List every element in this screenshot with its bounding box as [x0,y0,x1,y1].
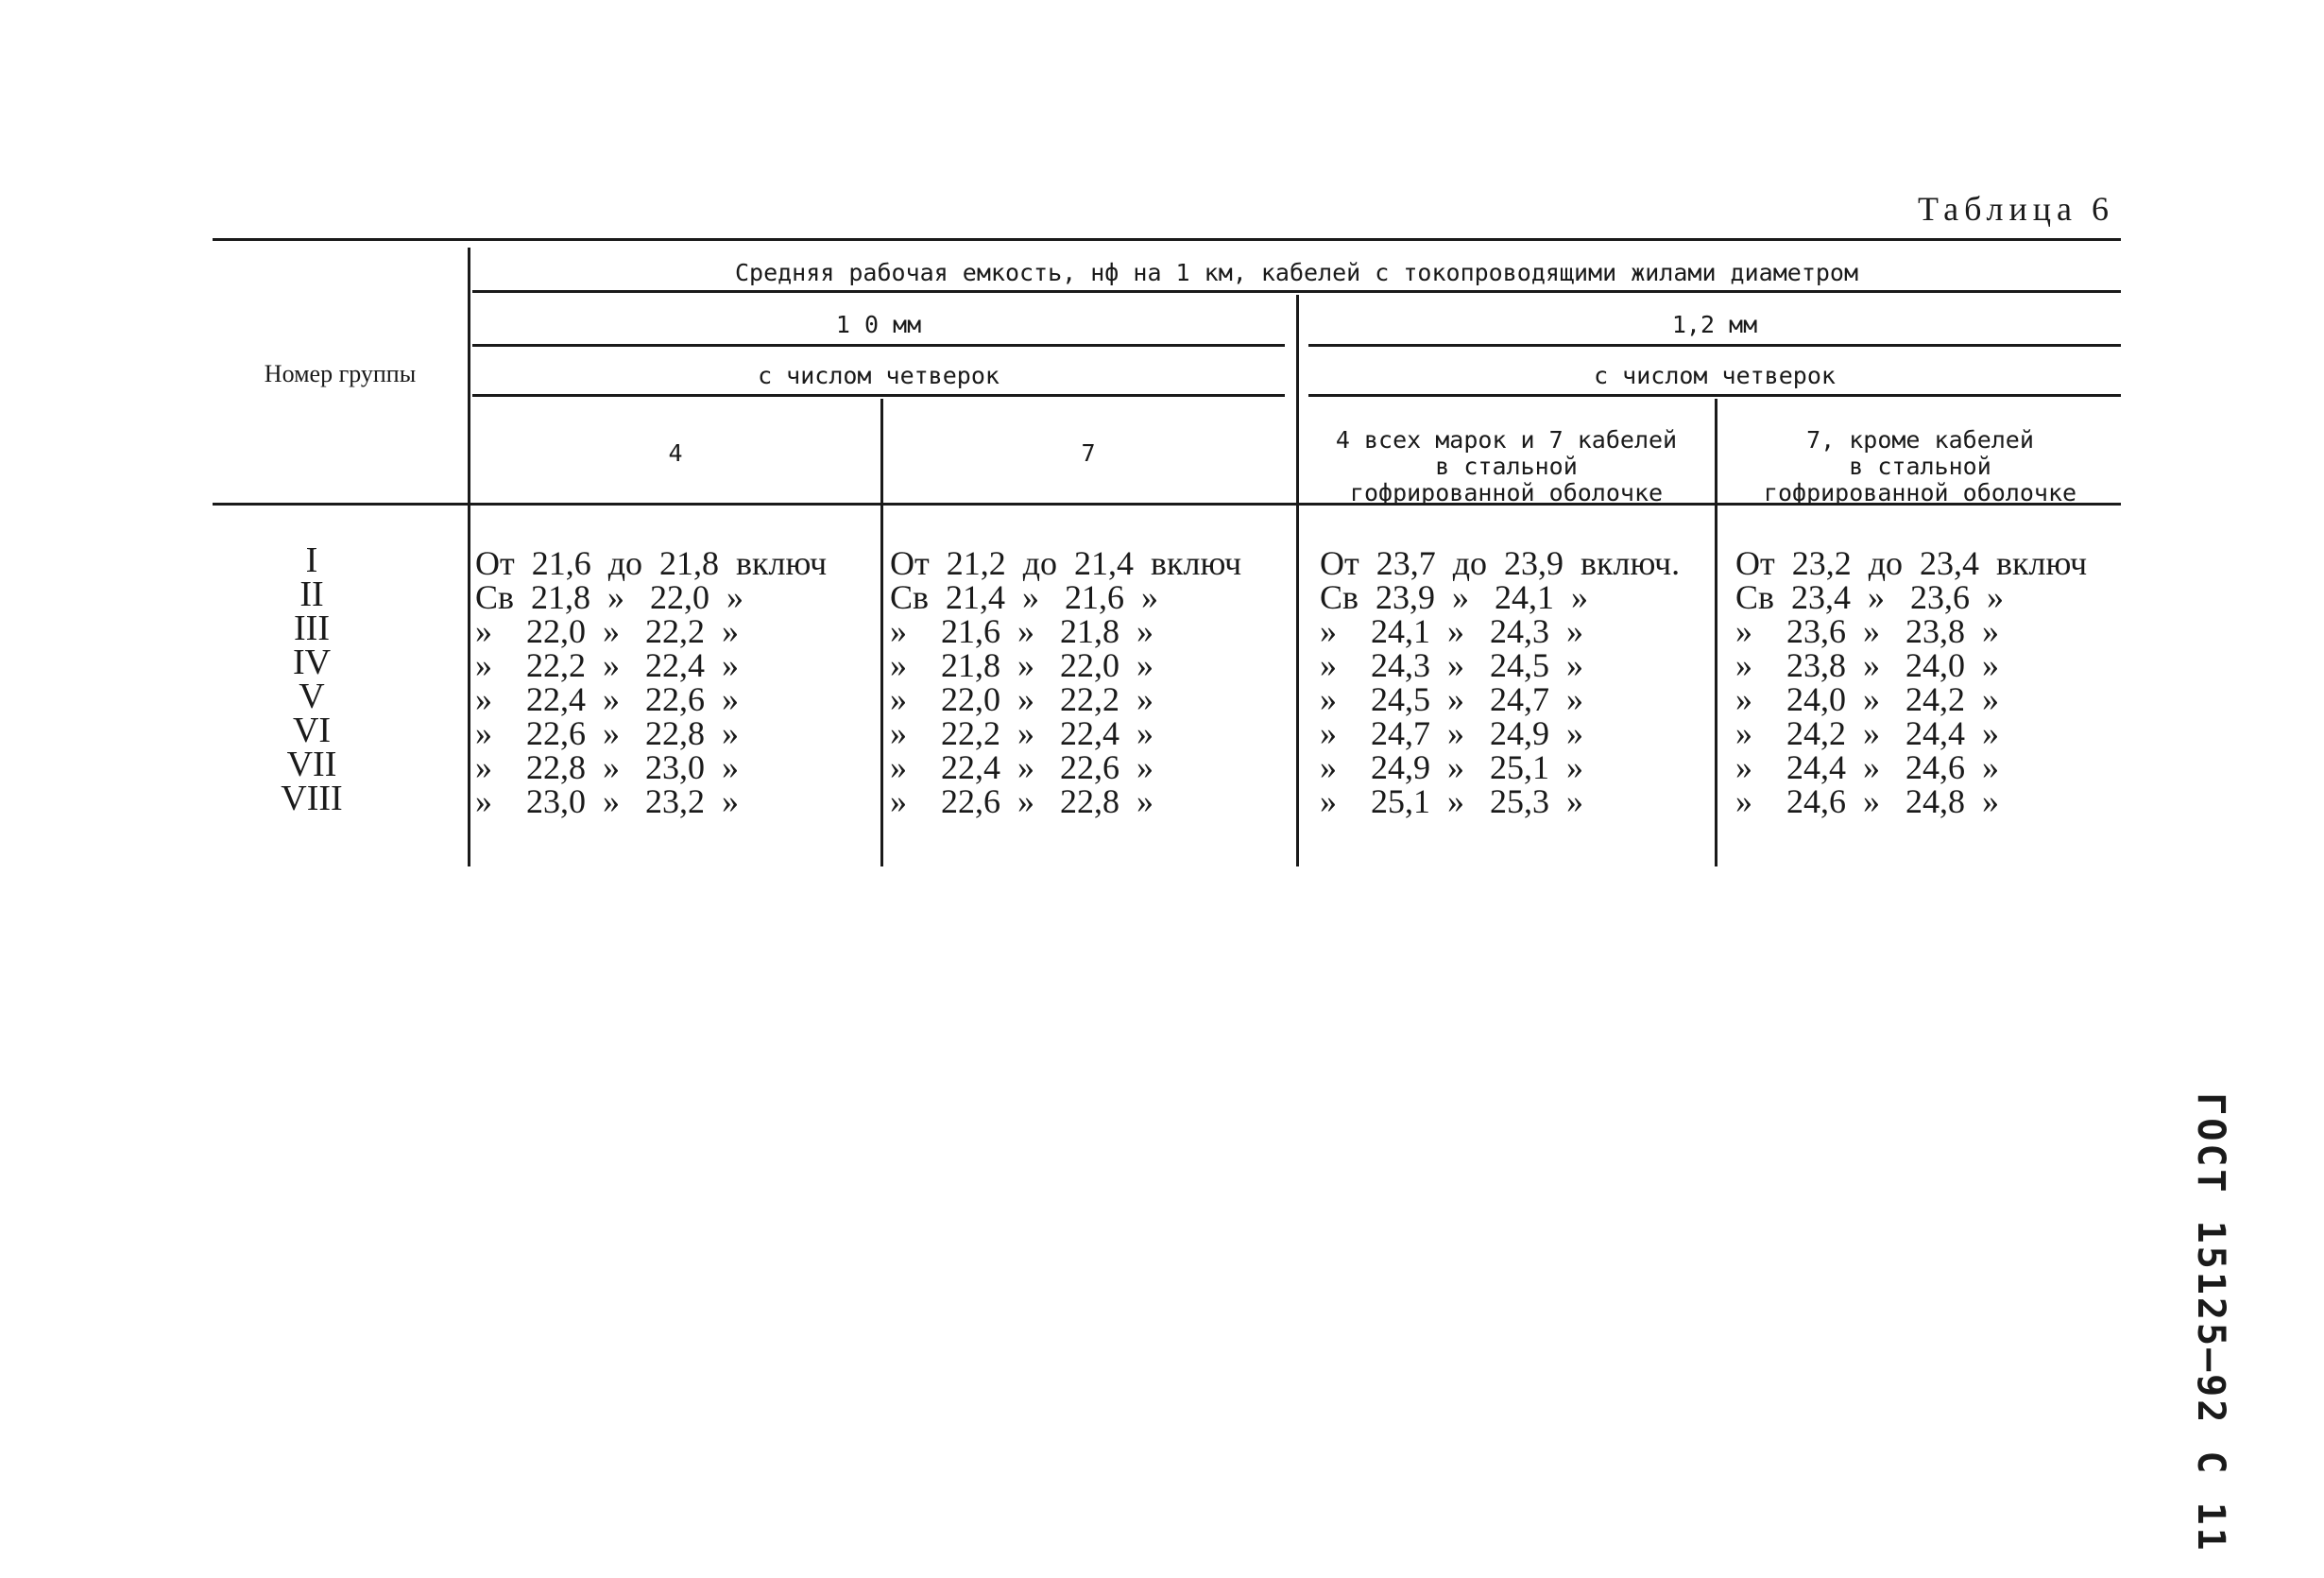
diam-divider [1296,295,1299,866]
cell-col-4: » 22,6 » 22,8 » [475,714,739,752]
cell-col-steel: » 25,1 » 25,3 » [1320,782,1583,820]
cell-col-steel: » 24,1 » 24,3 » [1320,612,1583,650]
col-4-7-divider [880,399,883,866]
main-header-rule [472,290,2121,293]
col-4-header: 4 [668,439,683,467]
cell-col-4: » 22,8 » 23,0 » [475,748,739,786]
diam-10-header: 1 0 мм [835,311,922,338]
table-caption: Таблица 6 [1918,190,2114,228]
col-7-header: 7 [1081,439,1096,467]
header-line: 4 всех марок и 7 кабелей [1335,426,1678,454]
quads-12-rule [1308,394,2121,397]
cell-col-4: От 21,6 до 21,8 включ [475,544,828,582]
diam-12-rule [1308,344,2121,347]
group-number: I [305,540,318,580]
group-number: VIII [281,779,343,818]
cell-col-except: Св 23,4 » 23,6 » [1735,578,2005,616]
header-line: гофрированной оболочке [1763,479,2077,506]
header-line: 7, кроме кабелей [1806,426,2034,454]
header-line: в стальной [1849,453,1991,480]
cell-col-4: » 23,0 » 23,2 » [475,782,739,820]
col-steel-divider [1715,399,1717,866]
header-line: в стальной [1435,453,1578,480]
group-number: III [294,609,330,648]
cell-col-7: » 22,2 » 22,4 » [890,714,1153,752]
cell-col-7: » 21,6 » 21,8 » [890,612,1153,650]
cell-col-except: » 24,6 » 24,8 » [1735,782,1999,820]
cell-col-except: От 23,2 до 23,4 включ [1735,544,2088,582]
quads-12-header: с числом четверок [1594,362,1836,389]
cell-col-steel: » 24,9 » 25,1 » [1320,748,1583,786]
quads-10-rule [472,394,1285,397]
cell-col-except: » 23,8 » 24,0 » [1735,646,1999,684]
group-number: VI [292,711,332,750]
standard-code-text: ГОСТ 15125—92 С 11 [2189,1092,2232,1553]
cell-col-steel: » 24,5 » 24,7 » [1320,680,1583,718]
cell-col-except: » 24,4 » 24,6 » [1735,748,1999,786]
diam-10-rule [472,344,1285,347]
group-number: IV [292,643,332,682]
cell-col-steel: От 23,7 до 23,9 включ. [1320,544,1681,582]
quads-10-header: с числом четверок [758,362,1000,389]
cell-col-7: От 21,2 до 21,4 включ [890,544,1242,582]
main-header: Средняя рабочая емкость, нф на 1 км, кабелей с токопроводящими жилами диаметром [734,259,1859,286]
group-number: VII [286,745,337,784]
diam-12-header: 1,2 мм [1671,311,1758,338]
col-4-7-steel-header [1301,427,1712,506]
cell-col-steel: » 24,3 » 24,5 » [1320,646,1583,684]
group-col-divider [468,248,470,866]
margin-standard-code [2173,1092,2248,1553]
cell-col-7: Св 21,4 » 21,6 » [890,578,1159,616]
cell-col-steel: » 24,7 » 24,9 » [1320,714,1583,752]
cell-col-4: Св 21,8 » 22,0 » [475,578,744,616]
cell-col-7: » 22,0 » 22,2 » [890,680,1153,718]
cell-col-7: » 22,4 » 22,6 » [890,748,1153,786]
cell-col-7: » 22,6 » 22,8 » [890,782,1153,820]
group-number-header: Номер группы [264,360,417,387]
cell-col-4: » 22,4 » 22,6 » [475,680,739,718]
cell-col-except: » 23,6 » 23,8 » [1735,612,1999,650]
col-7-except-header [1719,427,2121,506]
cell-col-except: » 24,2 » 24,4 » [1735,714,1999,752]
cell-col-4: » 22,2 » 22,4 » [475,646,739,684]
header-line: гофрированной оболочке [1349,479,1664,506]
cell-col-7: » 21,8 » 22,0 » [890,646,1153,684]
cell-col-4: » 22,0 » 22,2 » [475,612,739,650]
table-top-rule [213,238,2121,241]
cell-col-except: » 24,0 » 24,2 » [1735,680,1999,718]
group-number: V [299,677,325,716]
group-number: II [299,575,324,614]
cell-col-steel: Св 23,9 » 24,1 » [1320,578,1589,616]
